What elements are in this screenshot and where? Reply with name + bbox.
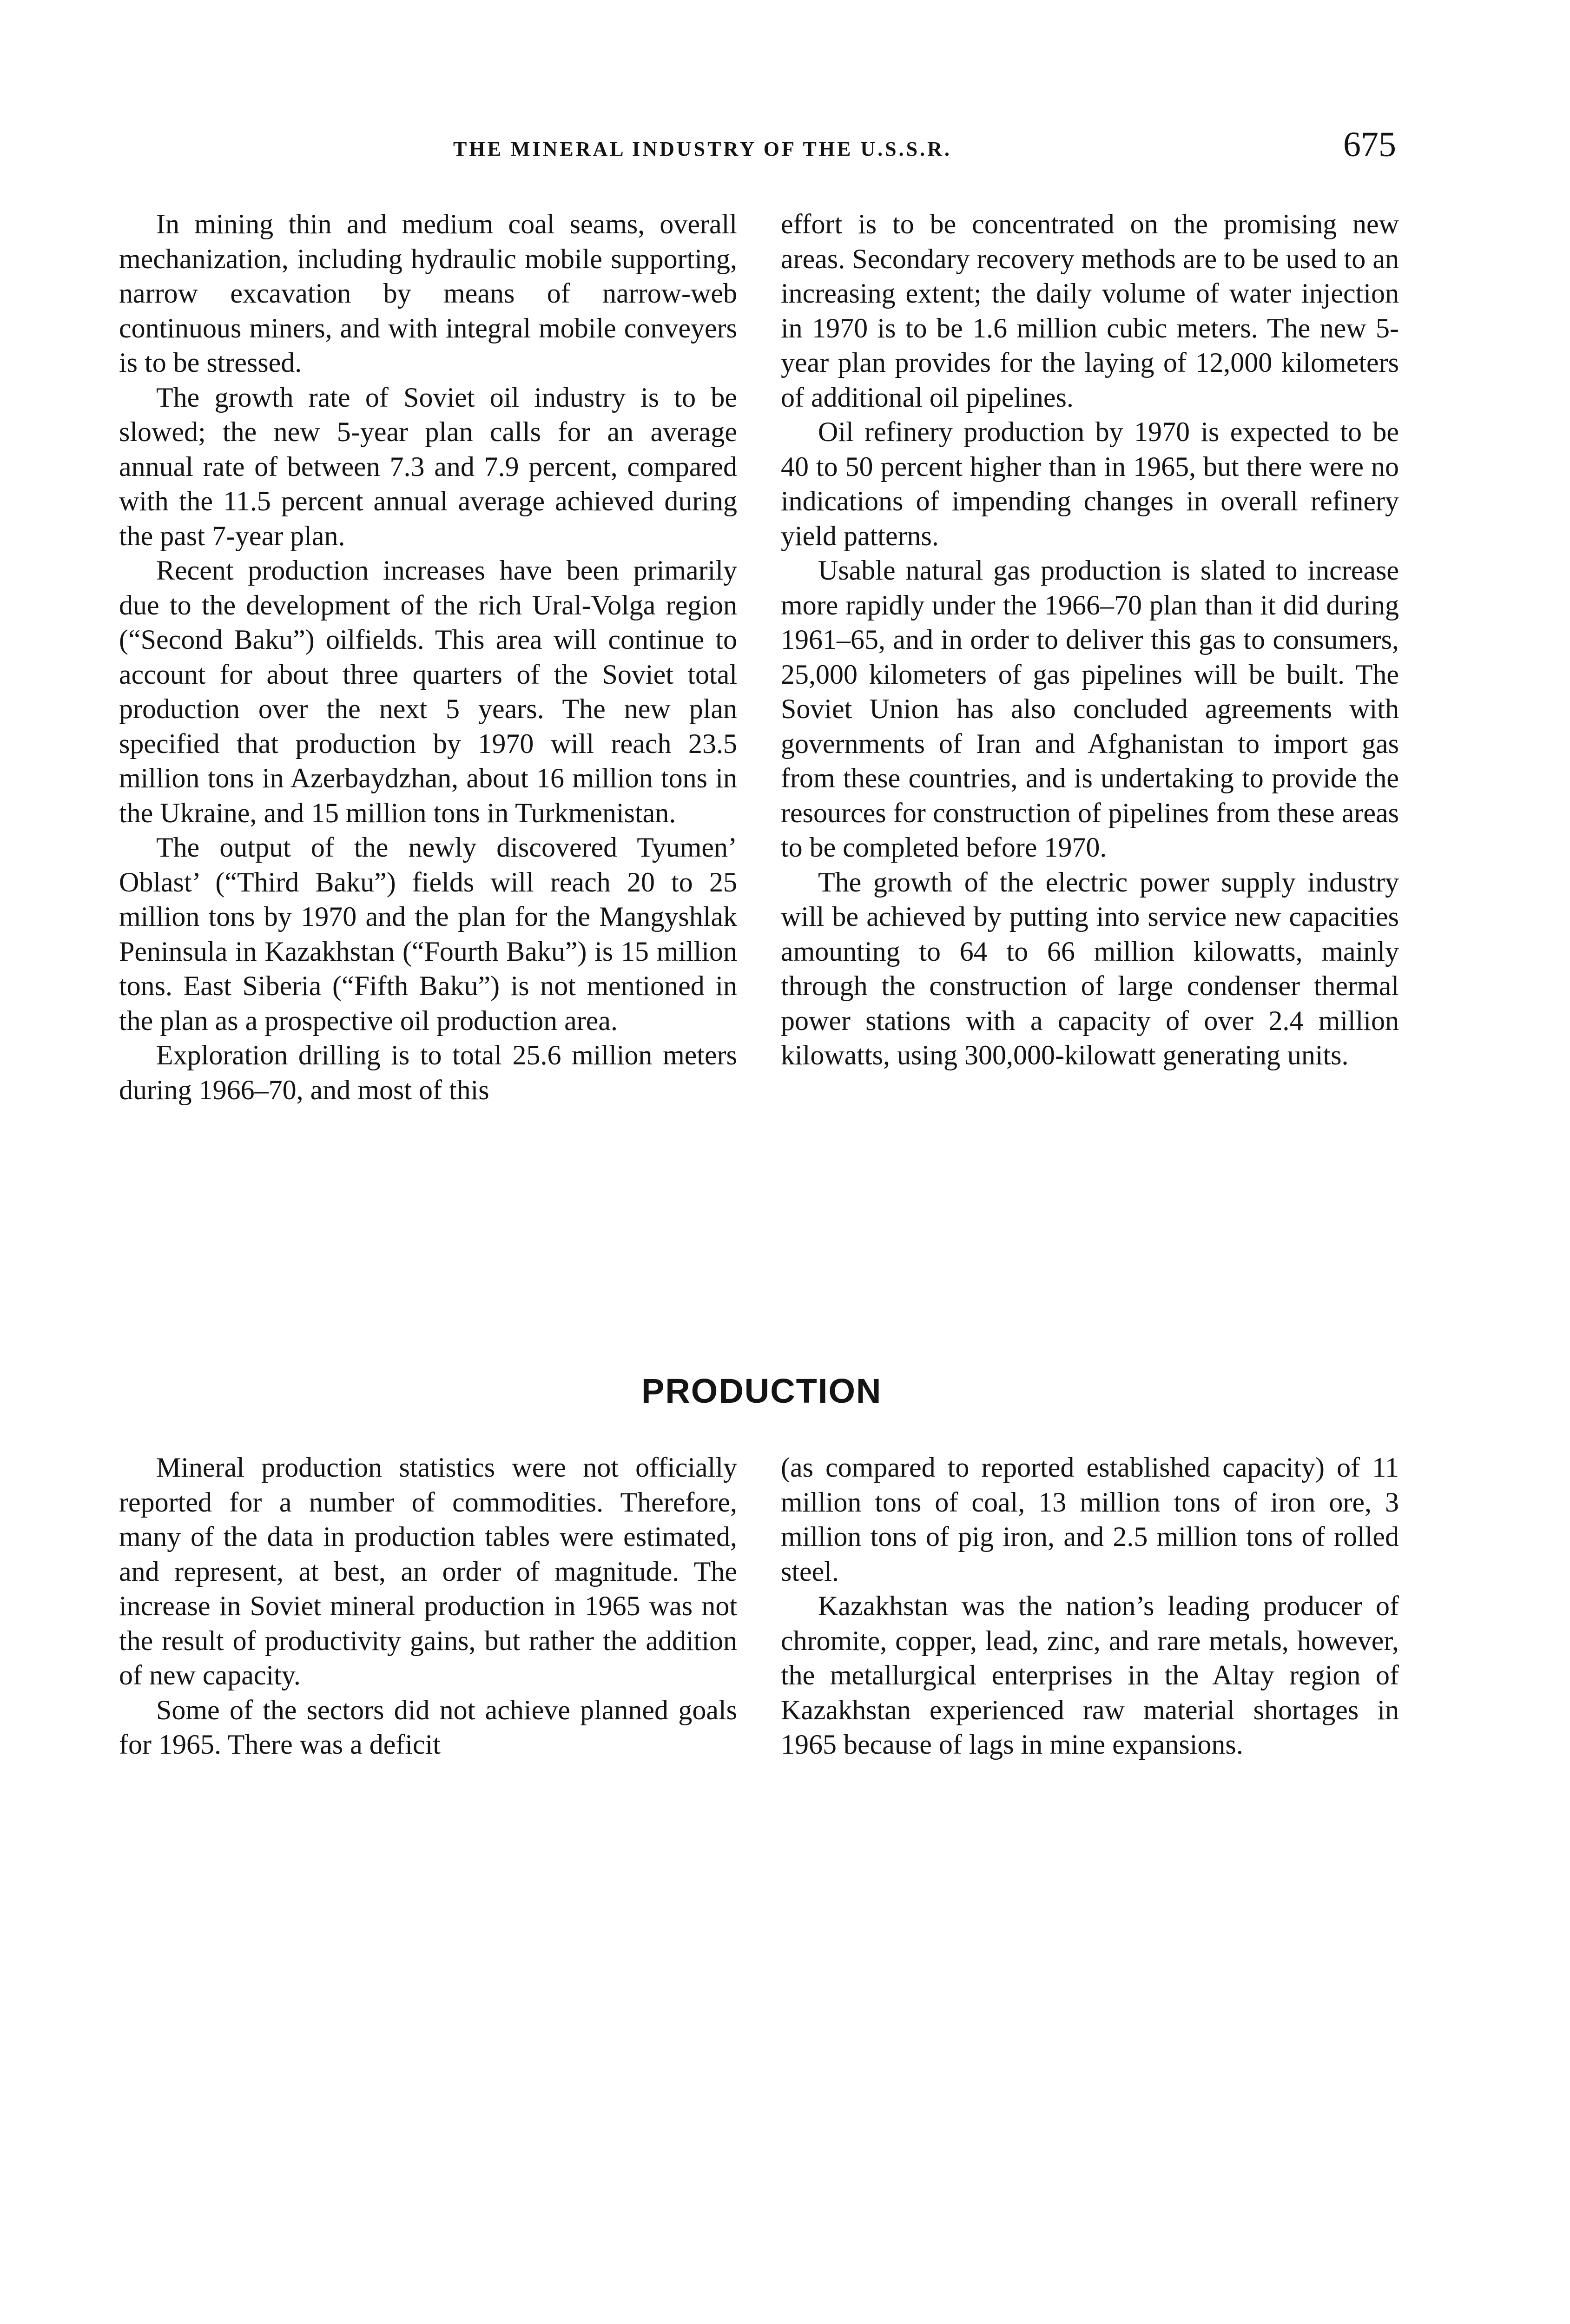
production-left-column xyxy=(119,1450,737,1762)
paragraph: The growth rate of Soviet oil industry is to be slowed; the new 5-year plan calls for an average annual rate of between 7.3 and 7.9 percent, compared with the 11.5 percent annual average achieved during the past 7-year plan. xyxy=(119,382,737,551)
paragraph: The output of the newly discovered Tyumen’ Oblast’ (“Third Baku”) fields will reach 20 to 25 million tons by 1970 and the plan for the Mangyshlak Peninsula in Kazakhstan (“Fourth Baku”) is 15 million tons. East Siberia (“Fifth Baku”) is not mentioned in the plan as a prospective oil production area. xyxy=(119,832,737,1036)
top-left-column xyxy=(119,207,737,1107)
page-number: 675 xyxy=(1343,125,1396,164)
production-right-column xyxy=(781,1450,1399,1762)
paragraph: Recent production increases have been primarily due to the development of the rich Ural-Volga region (“Second Baku”) oilfields. This area will continue to account for about three quarters of the Soviet total production over the next 5 years. The new plan specified that production by 1970 will reach 23.5 million tons in Azerbaydzhan, about 16 million tons in the Ukraine, and 15 million tons in Turkmenistan. xyxy=(119,555,737,828)
section-heading-production: PRODUCTION xyxy=(641,1372,882,1410)
paragraph: Exploration drilling is to total 25.6 million meters during 1966–70, and most of this xyxy=(119,1040,737,1105)
paragraph: Mineral production statistics were not officially reported for a number of commodities. Therefore, many of the data in production tables were estimated, and represent, at best, an order of magnitude. The increase in Soviet mineral production in 1965 was not the result of productivity gains, but rather the addition of new capacity. xyxy=(119,1452,737,1690)
top-right-column xyxy=(781,207,1399,1073)
paragraph: In mining thin and medium coal seams, overall mechanization, including hydraulic mobile supporting, narrow excavation by means of narrow-web continuous miners, and with integral mobile conveyers is to be stressed. xyxy=(119,209,737,378)
running-header-title: THE MINERAL INDUSTRY OF THE U.S.S.R. xyxy=(453,138,952,160)
paragraph: effort is to be concentrated on the promising new areas. Secondary recovery methods are to be used to an increasing extent; the daily volume of water injection in 1970 is to be 1.6 million cubic meters. The new 5-year plan provides for the laying of 12,000 kilometers of additional oil pipelines. xyxy=(781,209,1399,413)
paragraph: Oil refinery production by 1970 is expected to be 40 to 50 percent higher than in 1965, but there were no indications of impending changes in overall refinery yield patterns. xyxy=(781,416,1399,551)
paragraph: The growth of the electric power supply industry will be achieved by putting into service new capacities amounting to 64 to 66 million kilowatts, mainly through the construction of large condenser thermal power stations with a capacity of over 2.4 million kilowatts, using 300,000-kilowatt generating units. xyxy=(781,866,1399,1070)
paragraph: (as compared to reported established capacity) of 11 million tons of coal, 13 million tons of iron ore, 3 million tons of pig iron, and 2.5 million tons of rolled steel. xyxy=(781,1452,1399,1587)
paragraph: Usable natural gas production is slated to increase more rapidly under the 1966–70 plan than it did during 1961–65, and in order to deliver this gas to consumers, 25,000 kilometers of gas pipelines will be built. The Soviet Union has also concluded agreements with governments of Iran and Afghanistan to import gas from these countries, and is undertaking to provide the resources for construction of pipelines from these areas to be completed before 1970. xyxy=(781,555,1399,863)
paragraph: Some of the sectors did not achieve planned goals for 1965. There was a deficit xyxy=(119,1694,737,1760)
paragraph: Kazakhstan was the nation’s leading producer of chromite, copper, lead, zinc, and rare metals, however, the metallurgical enterprises in the Altay region of Kazakhstan experienced raw material shortages in 1965 because of lags in mine expansions. xyxy=(781,1591,1399,1760)
